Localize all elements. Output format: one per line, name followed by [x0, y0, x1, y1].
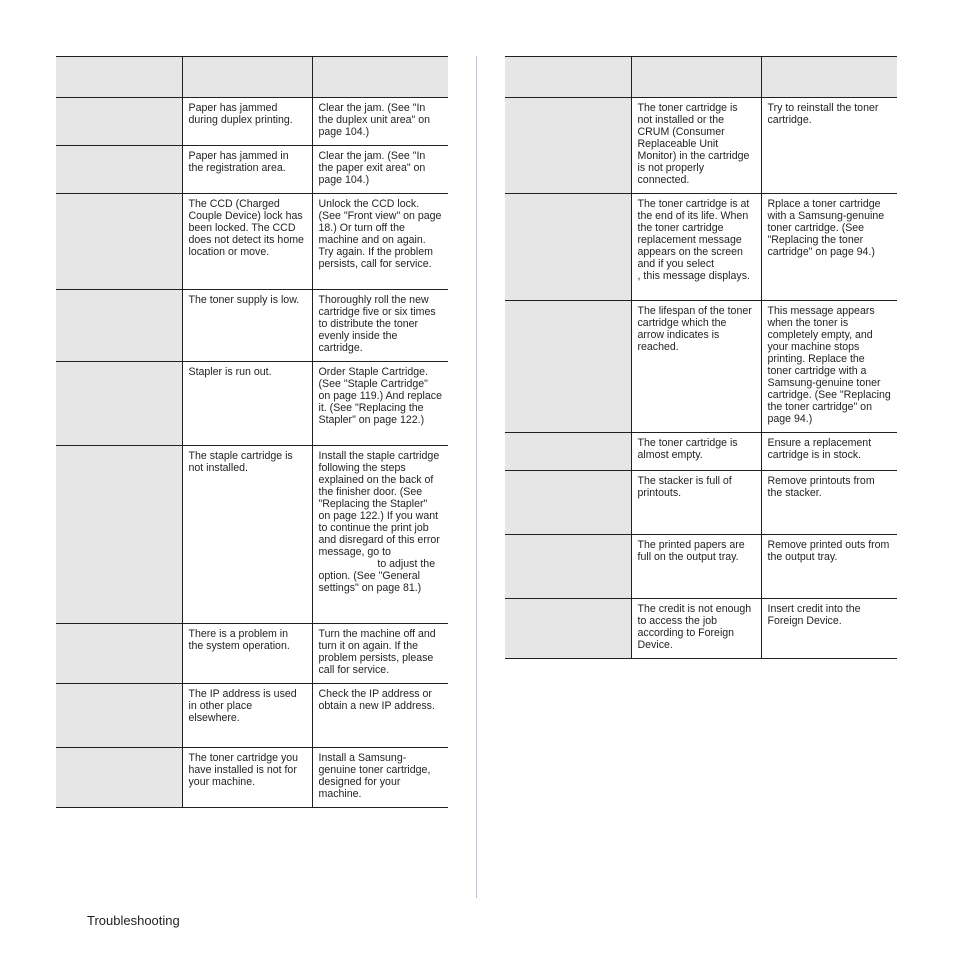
solution-cell: Install the staple cartridge following the steps explained on the back of the finisher door. (See "Replacing the Stapler" on page 122.) If you want to continue the print job and disregard of this error message, go to to adjust the option. (See "General settings" on page 81.) — [312, 446, 448, 624]
meaning-cell: The toner cartridge is almost empty. — [631, 433, 761, 471]
table-row — [505, 599, 897, 659]
table-row — [56, 684, 448, 748]
header-meaning-cell — [182, 57, 312, 98]
meaning-cell: The toner cartridge is not installed or the CRUM (Consumer Replaceable Unit Monitor) in the cartridge is not properly connected. — [631, 98, 761, 194]
message-cell — [505, 301, 631, 433]
table-row — [505, 301, 897, 433]
solution-cell: This message appears when the toner is completely empty, and your machine stops printing. Replace the toner cartridge with a Samsung-genuine toner cartridge. (See "Replacing the toner cartridge" on page 94.) — [761, 301, 897, 433]
solution-cell: Remove printouts from the stacker. — [761, 471, 897, 535]
table-row — [56, 290, 448, 362]
message-cell — [56, 446, 182, 624]
solution-cell: Turn the machine off and turn it on again. If the problem persists, please call for service. — [312, 624, 448, 684]
header-solution-cell — [312, 57, 448, 98]
meaning-cell: The toner supply is low. — [182, 290, 312, 362]
message-cell — [56, 684, 182, 748]
message-cell — [505, 471, 631, 535]
right-message-table — [505, 56, 897, 659]
message-cell — [56, 624, 182, 684]
message-cell — [505, 98, 631, 194]
header-message-cell — [505, 57, 631, 98]
message-cell — [56, 146, 182, 194]
solution-cell: Install a Samsung-genuine toner cartridge, designed for your machine. — [312, 748, 448, 808]
meaning-cell: The toner cartridge you have installed is not for your machine. — [182, 748, 312, 808]
table-row — [56, 98, 448, 146]
solution-cell: Ensure a replacement cartridge is in stock. — [761, 433, 897, 471]
message-cell — [505, 535, 631, 599]
solution-cell: Rplace a toner cartridge with a Samsung-genuine toner cartridge. (See "Replacing the toner cartridge" on page 94.) — [761, 194, 897, 301]
header-solution-cell — [761, 57, 897, 98]
meaning-cell: The CCD (Charged Couple Device) lock has been locked. The CCD does not detect its home location or move. — [182, 194, 312, 290]
table-row — [56, 194, 448, 290]
meaning-cell: Paper has jammed during duplex printing. — [182, 98, 312, 146]
meaning-cell: The stacker is full of printouts. — [631, 471, 761, 535]
meaning-cell: The credit is not enough to access the job according to Foreign Device. — [631, 599, 761, 659]
left-message-table — [56, 56, 448, 808]
table-row — [56, 146, 448, 194]
message-cell — [505, 194, 631, 301]
table-row — [505, 194, 897, 301]
message-cell — [56, 290, 182, 362]
header-message-cell — [56, 57, 182, 98]
meaning-cell: The toner cartridge is at the end of its life. When the toner cartridge replacement message appears on the screen and if you select , this message displays. — [631, 194, 761, 301]
message-cell — [56, 748, 182, 808]
meaning-cell: The lifespan of the toner cartridge which the arrow indicates is reached. — [631, 301, 761, 433]
solution-cell: Try to reinstall the toner cartridge. — [761, 98, 897, 194]
solution-cell: Order Staple Cartridge. (See "Staple Cartridge" on page 119.) And replace it. (See "Replacing the Stapler" on page 122.) — [312, 362, 448, 446]
header-meaning-cell — [631, 57, 761, 98]
message-cell — [56, 194, 182, 290]
column-divider — [476, 56, 477, 898]
message-cell — [505, 433, 631, 471]
solution-cell: Remove printed outs from the output tray. — [761, 535, 897, 599]
solution-cell: Check the IP address or obtain a new IP address. — [312, 684, 448, 748]
message-cell — [505, 599, 631, 659]
message-cell — [56, 362, 182, 446]
meaning-cell: The printed papers are full on the output tray. — [631, 535, 761, 599]
solution-cell: Clear the jam. (See "In the paper exit area" on page 104.) — [312, 146, 448, 194]
meaning-cell: The staple cartridge is not installed. — [182, 446, 312, 624]
meaning-cell: There is a problem in the system operation. — [182, 624, 312, 684]
message-cell — [56, 98, 182, 146]
solution-cell: Unlock the CCD lock. (See "Front view" on page 18.) Or turn off the machine and on again. Try again. If the problem persists, call for service. — [312, 194, 448, 290]
solution-cell: Clear the jam. (See "In the duplex unit area" on page 104.) — [312, 98, 448, 146]
meaning-cell: Paper has jammed in the registration area. — [182, 146, 312, 194]
table-row — [505, 98, 897, 194]
solution-cell: Insert credit into the Foreign Device. — [761, 599, 897, 659]
table-header-row — [56, 57, 448, 98]
meaning-cell: Stapler is run out. — [182, 362, 312, 446]
table-row — [56, 446, 448, 624]
solution-cell: Thoroughly roll the new cartridge five or six times to distribute the toner evenly inside the cartridge. — [312, 290, 448, 362]
table-row — [56, 748, 448, 808]
table-header-row — [505, 57, 897, 98]
table-row — [505, 535, 897, 599]
meaning-cell: The IP address is used in other place elsewhere. — [182, 684, 312, 748]
page-footer-section: Troubleshooting — [87, 913, 180, 928]
table-row — [56, 362, 448, 446]
table-row — [505, 471, 897, 535]
table-row — [56, 624, 448, 684]
table-row — [505, 433, 897, 471]
